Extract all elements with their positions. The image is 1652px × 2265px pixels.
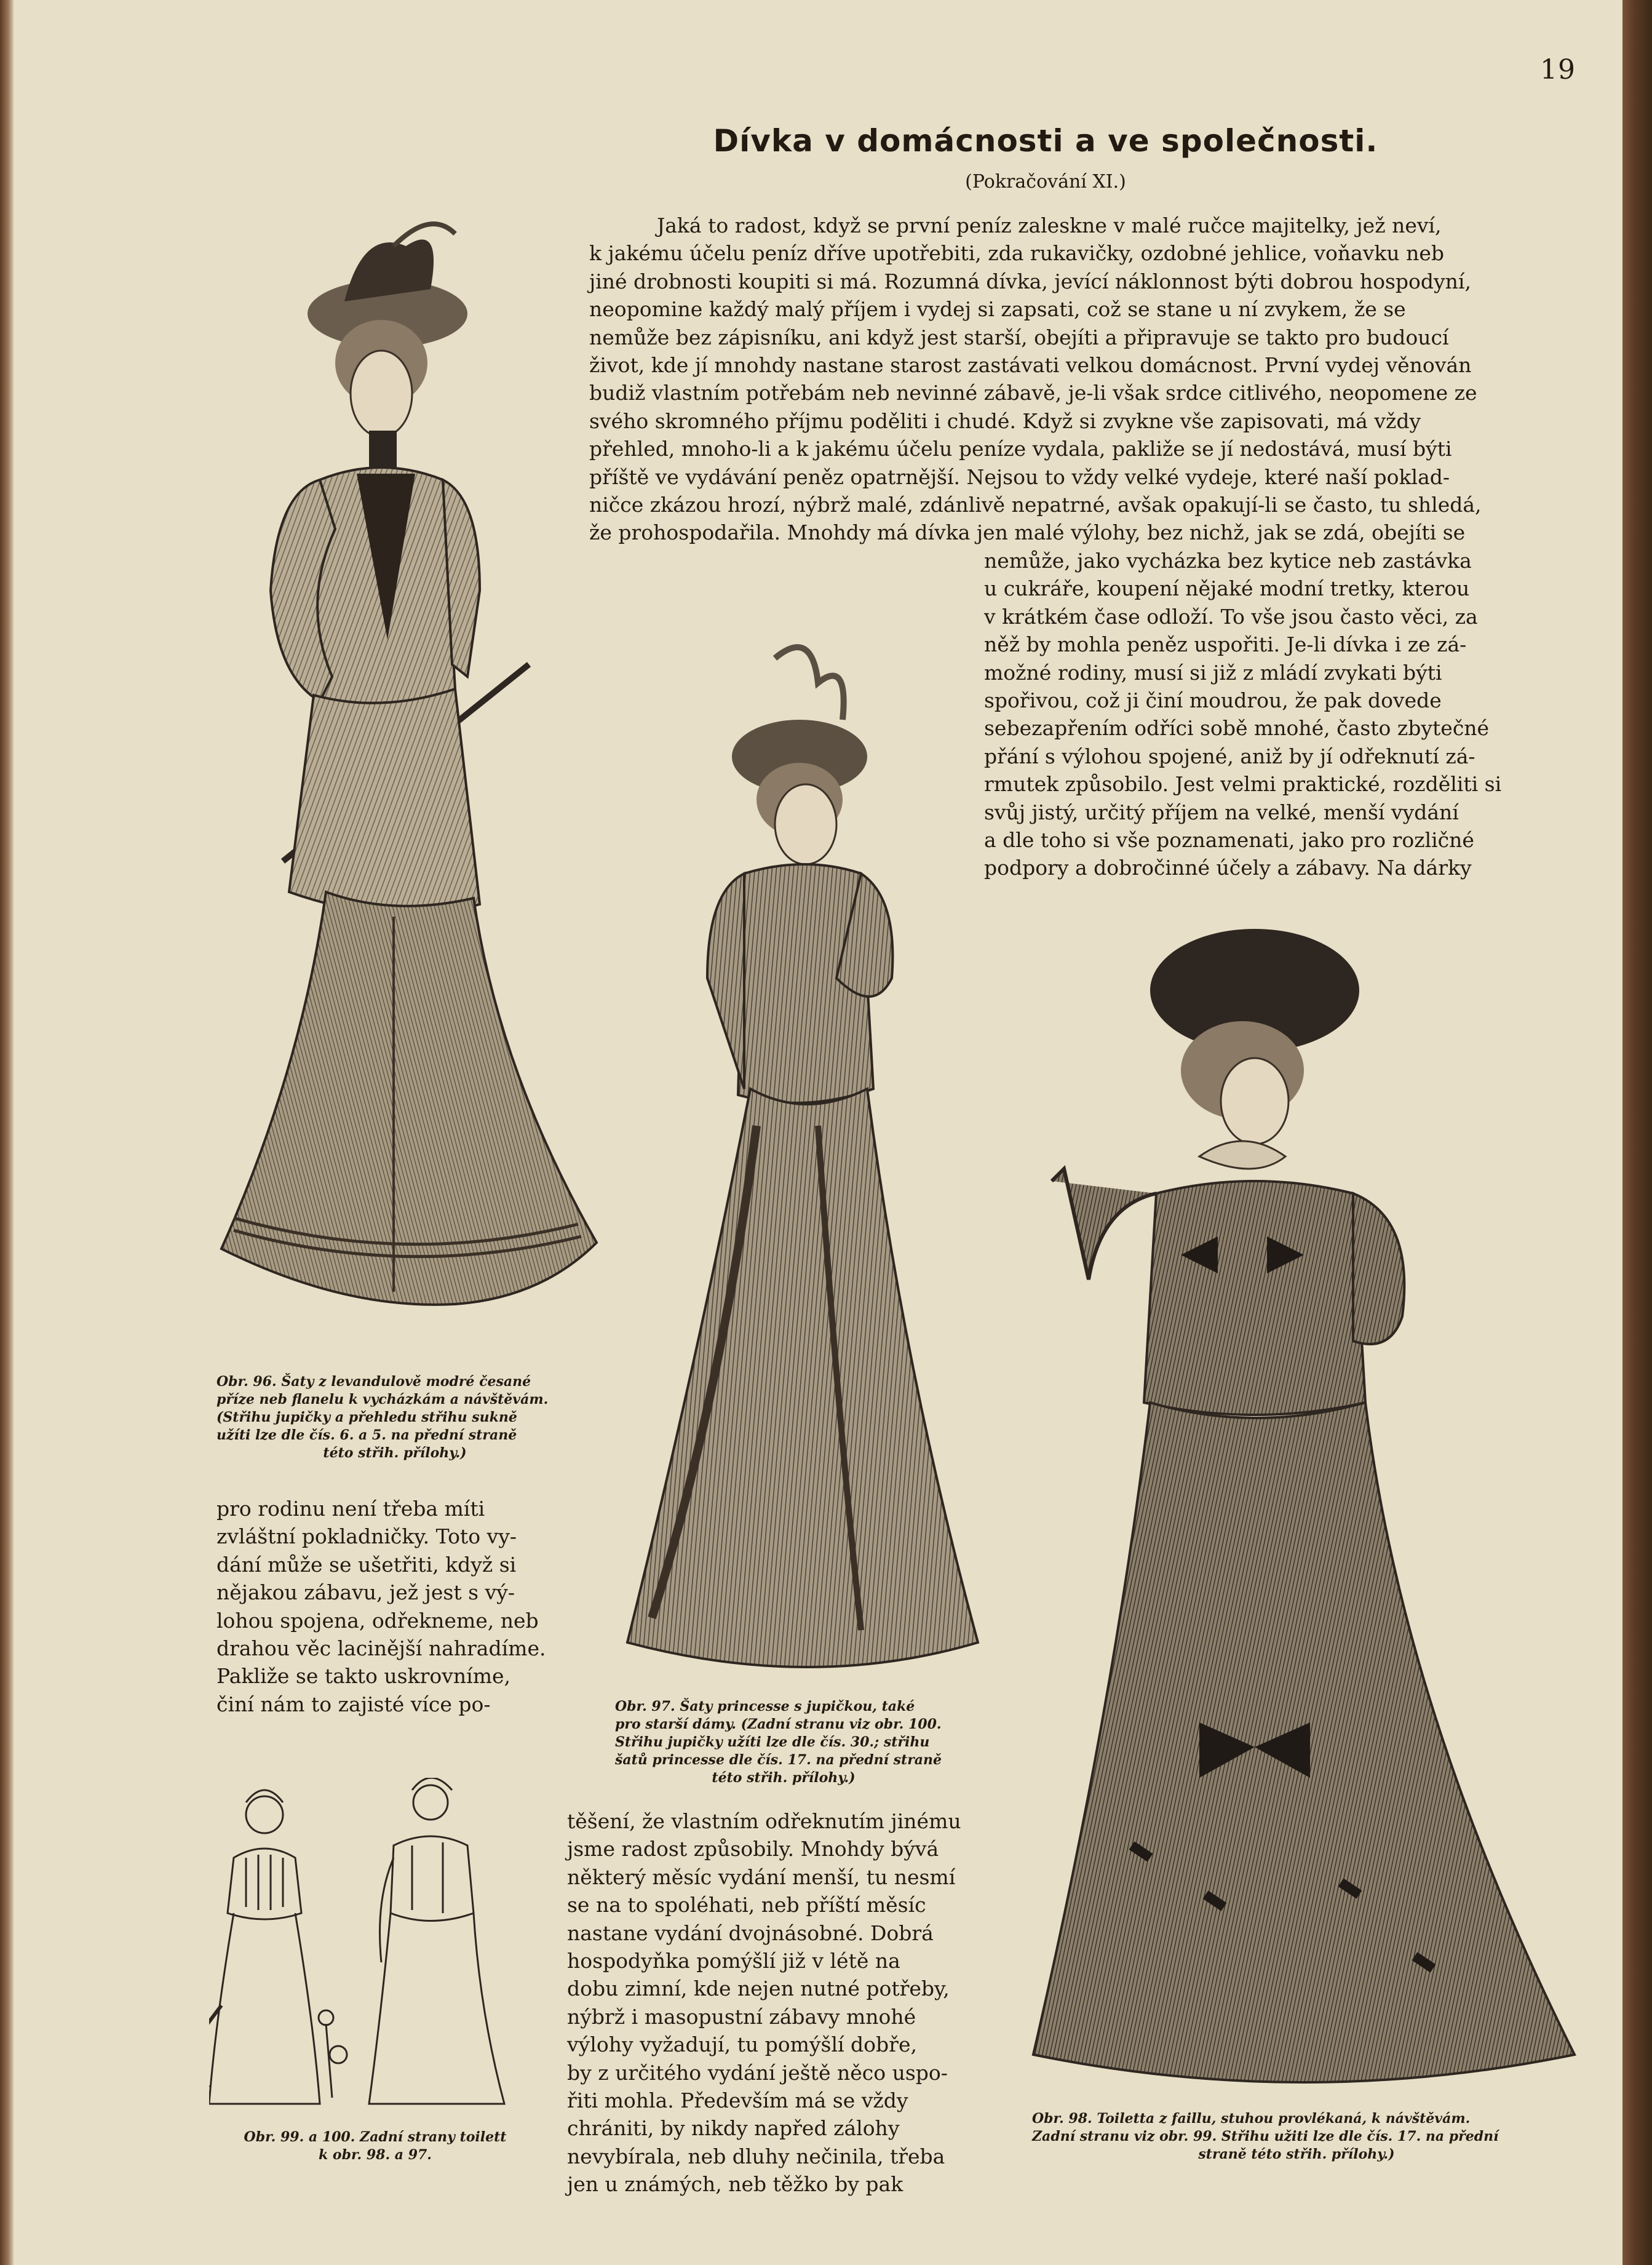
text-line: drahou věc lacinější nahradíme. [216,1636,546,1661]
text-line: činí nám to zajisté více po- [216,1692,491,1716]
figure-96-caption [216,1373,573,1462]
caption-line: (Střihu jupičky a přehledu střihu sukně [216,1409,517,1425]
text-line: podpory a dobročinné účely a zábavy. Na dárky [984,856,1472,880]
text-line: budiž vlastním potřebám neb nevinné zábavě, je-li však srdce citlivého, neopomene ze [589,381,1477,405]
book-edge [1622,0,1652,2265]
text-line: by z určitého vydání ještě něco uspo- [567,2060,948,2085]
dress-backs-sketch-illustration [209,1778,541,2122]
woman-toilette-lorgnette-illustration [1021,910,1599,2098]
figure-97-caption [615,1698,952,1787]
text-line: pro rodinu není třeba míti [216,1497,485,1521]
article-right-column [984,547,1568,882]
text-line: že prohospodařila. Mnohdy má dívka jen malé výlohy, bez nichž, jak se zdá, obejíti se [589,520,1466,545]
text-line: dání může se ušetřiti, když si [216,1552,517,1577]
article-middle-column [567,1807,966,2199]
caption-line: užíti lze dle čís. 6. a 5. na přední straně [216,1427,517,1443]
caption-line: Obr. 99. a 100. Zadní strany toilett [244,2129,507,2145]
text-line: nemůže bez zápisníku, ani když jest starší, obejíti a připravuje se takto pro budoucí [589,325,1449,349]
text-line: některý měsíc vydání menší, tu nesmí [567,1865,956,1889]
text-line: ničce zkázou hrozí, nýbrž malé, zdánlivě nepatrné, avšak opakují-li se často, tu shledá, [589,493,1482,517]
woman-walking-dress-illustration [209,209,615,1323]
page-binding [0,0,14,2265]
text-line: zvláštní pokladničky. Toto vy- [216,1524,517,1549]
text-line: jen u známých, neb těžko by pak [567,2172,903,2197]
page-number: 19 [1540,54,1576,86]
text-line: život, kde jí mnohdy nastane starost zastávati velkou domácnost. První vydej věnován [589,353,1472,378]
caption-line: Obr. 97. Šaty princesse s jupičkou, také [615,1698,915,1714]
article-left-column [216,1495,558,1718]
text-line: Pakliže se takto uskrovníme, [216,1664,511,1689]
page-subtitle: (Pokračování XI.) [965,171,1126,193]
text-line: lohou spojena, odřekneme, neb [216,1608,539,1633]
text-line: k jakému účelu peníz dříve upotřebiti, zda rukavičky, ozdobné jehlice, voňavku neb [589,241,1445,266]
text-line: nějakou zábavu, jež jest s vý- [216,1580,515,1605]
text-line: a dle toho si vše poznamenati, jako pro rozličné [984,828,1474,853]
caption-line: Obr. 98. Toiletta z faillu, stuhou provlékaná, k návštěvám. [1032,2111,1471,2127]
text-line: přehled, mnoho-li a k jakému účelu peníze vydala, pakliže se jí nedostává, musí býti [589,437,1452,461]
text-line: svůj jistý, určitý příjem na velké, menší vydání [984,800,1459,824]
text-line: nevybírala, neb dluhy nečinila, třeba [567,2144,945,2168]
caption-line: příze neb flanelu k vycházkám a návštěvám. [216,1391,549,1407]
text-line: se na to spoléhati, neb příští měsíc [567,1893,926,1917]
caption-line: pro starší dámy. (Zadní stranu viz obr. 100. [615,1716,942,1732]
text-line: něž by mohla peněz uspořiti. Je-li dívka i ze zá- [984,632,1467,657]
text-line: neopomine každý malý příjem i vydej si zapsati, což se stane u ní zvykem, že se [589,297,1406,322]
text-line: jiné drobnosti koupiti si má. Rozumná dívka, jevící náklonnost býti dobrou hospodyní, [589,269,1471,293]
text-line: nastane vydání dvojnásobné. Dobrá [567,1921,934,1945]
text-line: v krátkém čase odloží. To vše jsou často věci, za [984,604,1478,629]
text-line: příště ve vydávání peněz opatrnější. Nejsou to vždy velké vydeje, které naší poklad- [589,464,1450,489]
text-line: spořivou, což ji činí moudrou, že pak dovede [984,688,1442,713]
caption-line: Obr. 96. Šaty z levandulově modré česané [216,1374,531,1390]
text-line: svého skromného příjmu poděliti i chudé. Když si zvykne vše zapisovati, má vždy [589,408,1421,433]
text-line: rmutek způsobilo. Jest velmi praktické, rozděliti si [984,772,1502,797]
text-line: Jaká to radost, když se první peníz zaleskne v malé ručce majitelky, jež neví, [657,213,1442,237]
article-intro [589,212,1568,547]
page-title: Dívka v domácnosti a ve společnosti. [713,123,1378,159]
text-line: možné rodiny, musí si již z mládí zvykati býti [984,660,1442,685]
figure-99-caption [221,2128,529,2164]
caption-line: Zadní stranu viz obr. 99. Střihu užiti lze dle čís. 17. na přední [1032,2128,1499,2144]
text-line: hospodyňka pomýšlí již v létě na [567,1949,900,1973]
woman-princess-dress-illustration [615,634,984,1692]
caption-line: k obr. 98. a 97. [319,2147,432,2163]
caption-line: straně této střih. přílohy.) [1198,2146,1395,2162]
caption-line: této střih. přílohy.) [323,1445,467,1461]
text-line: jsme radost způsobily. Mnohdy bývá [567,1837,939,1861]
text-line: těšení, že vlastním odřeknutím jinému [567,1809,961,1833]
text-line: u cukráře, koupení nějaké modní tretky, kterou [984,576,1470,601]
text-line: sebezapřením odříci sobě mnohé, často zbytečné [984,716,1490,741]
text-line: přání s výlohou spojené, aniž by jí odřeknutí zá- [984,744,1475,768]
text-line: řiti mohla. Především má se vždy [567,2088,908,2113]
text-line: nemůže, jako vycházka bez kytice neb zastávka [984,549,1472,573]
figure-98-caption [1032,2110,1561,2163]
caption-line: Střihu jupičky užíti lze dle čís. 30.; střihu [615,1734,930,1750]
text-line: dobu zimní, kde nejen nutné potřeby, [567,1976,950,2001]
caption-line: této střih. přílohy.) [712,1770,856,1786]
text-line: výlohy vyžadují, tu pomýšlí dobře, [567,2032,917,2057]
caption-line: šatů princesse dle čís. 17. na přední straně [615,1752,942,1768]
text-line: nýbrž i masopustní zábavy mnohé [567,2004,916,2029]
text-line: chrániti, by nikdy napřed zálohy [567,2116,900,2141]
